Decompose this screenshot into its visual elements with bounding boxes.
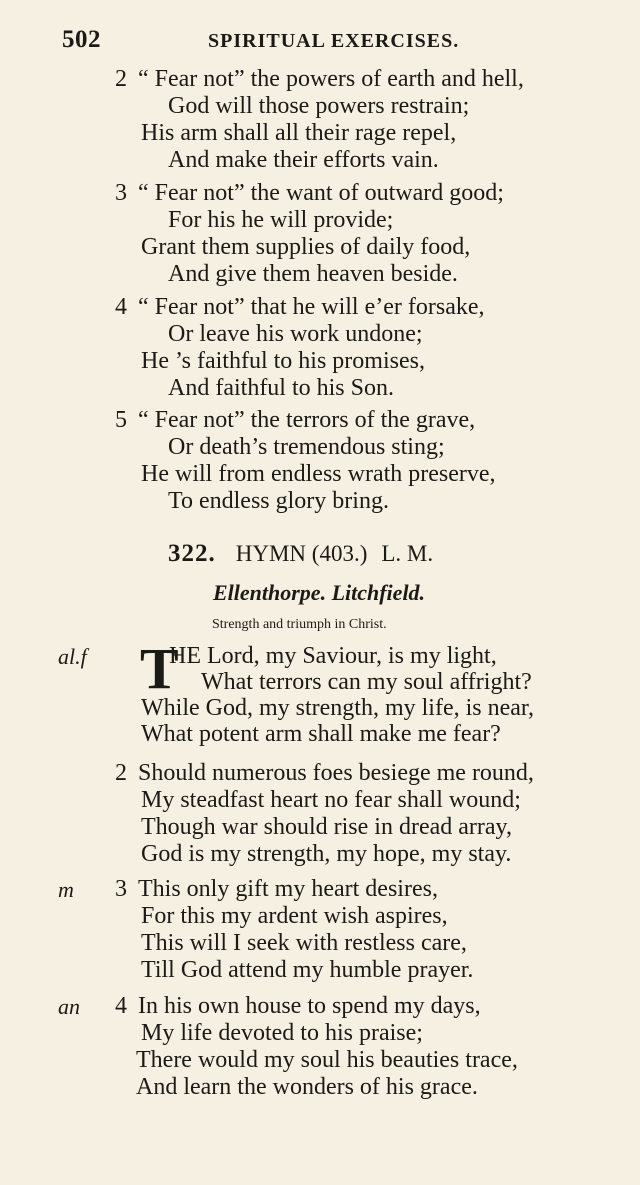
verse-line: God is my strength, my hope, my stay.: [141, 841, 512, 867]
verse-line: And make their efforts vain.: [168, 147, 439, 173]
page-header: [62, 26, 640, 62]
stanza-number: 5: [115, 407, 127, 433]
page-number: 502: [62, 26, 101, 53]
verse-line: To endless glory bring.: [168, 488, 389, 514]
verse-line: And learn the wonders of his grace.: [136, 1074, 478, 1100]
stanza-number: 2: [115, 66, 127, 92]
hymn-subject: Strength and triumph in Christ.: [212, 617, 387, 632]
verse-line: This will I seek with restless care,: [141, 930, 467, 956]
verse-line: “ Fear not” the powers of earth and hell,: [138, 66, 524, 92]
verse-line: What terrors can my soul affright?: [201, 669, 532, 695]
verse-line: Till God attend my humble prayer.: [141, 957, 474, 983]
verse-line: This only gift my heart desires,: [138, 876, 438, 902]
verse-line: HE Lord, my Saviour, is my light,: [169, 643, 497, 669]
verse-line: And faithful to his Son.: [168, 375, 394, 401]
verse-line: God will those powers restrain;: [168, 93, 470, 119]
hymn-heading: [168, 540, 433, 568]
verse-line: He will from endless wrath preserve,: [141, 461, 496, 487]
verse-line: Grant them supplies of daily food,: [141, 234, 471, 260]
hymn-meter: L. M.: [381, 541, 434, 566]
verse-line: For his he will provide;: [168, 207, 394, 233]
stanza-number: 2: [115, 760, 127, 786]
verse-line: Should numerous foes besiege me round,: [138, 760, 534, 786]
stanza-number: 4: [115, 294, 127, 320]
verse-line: “ Fear not” the want of outward good;: [138, 180, 504, 206]
tune-names: Ellenthorpe. Litchfield.: [213, 580, 426, 605]
stanza-number: 3: [115, 876, 127, 902]
verse-line: For this my ardent wish aspires,: [141, 903, 448, 929]
verse-line: His arm shall all their rage repel,: [141, 120, 457, 146]
verse-line: Or death’s tremendous sting;: [168, 434, 445, 460]
drop-cap: T: [140, 636, 179, 701]
hymn-title: HYMN (403.): [235, 541, 368, 566]
verse-line: While God, my strength, my life, is near,: [141, 695, 534, 721]
dynamic-marking: an: [58, 994, 80, 1019]
verse-line: There would my soul his beauties trace,: [136, 1047, 518, 1073]
verse-line: Or leave his work undone;: [168, 321, 423, 347]
verse-line: My steadfast heart no fear shall wound;: [141, 787, 521, 813]
verse-line: He ’s faithful to his promises,: [141, 348, 425, 374]
dynamic-marking: al.f: [58, 644, 87, 669]
verse-line: My life devoted to his praise;: [141, 1020, 423, 1046]
verse-line: What potent arm shall make me fear?: [141, 721, 501, 747]
hymn-number: 322.: [168, 540, 216, 567]
verse-line: “ Fear not” the terrors of the grave,: [138, 407, 476, 433]
verse-line: “ Fear not” that he will e’er forsake,: [138, 294, 485, 320]
dynamic-marking: m: [58, 877, 74, 902]
verse-line: In his own house to spend my days,: [138, 993, 481, 1019]
verse-line: Though war should rise in dread array,: [141, 814, 512, 840]
stanza-number: 4: [115, 993, 127, 1019]
running-head: SPIRITUAL EXERCISES.: [208, 30, 460, 52]
stanza-number: 3: [115, 180, 127, 206]
verse-line: And give them heaven beside.: [168, 261, 458, 287]
